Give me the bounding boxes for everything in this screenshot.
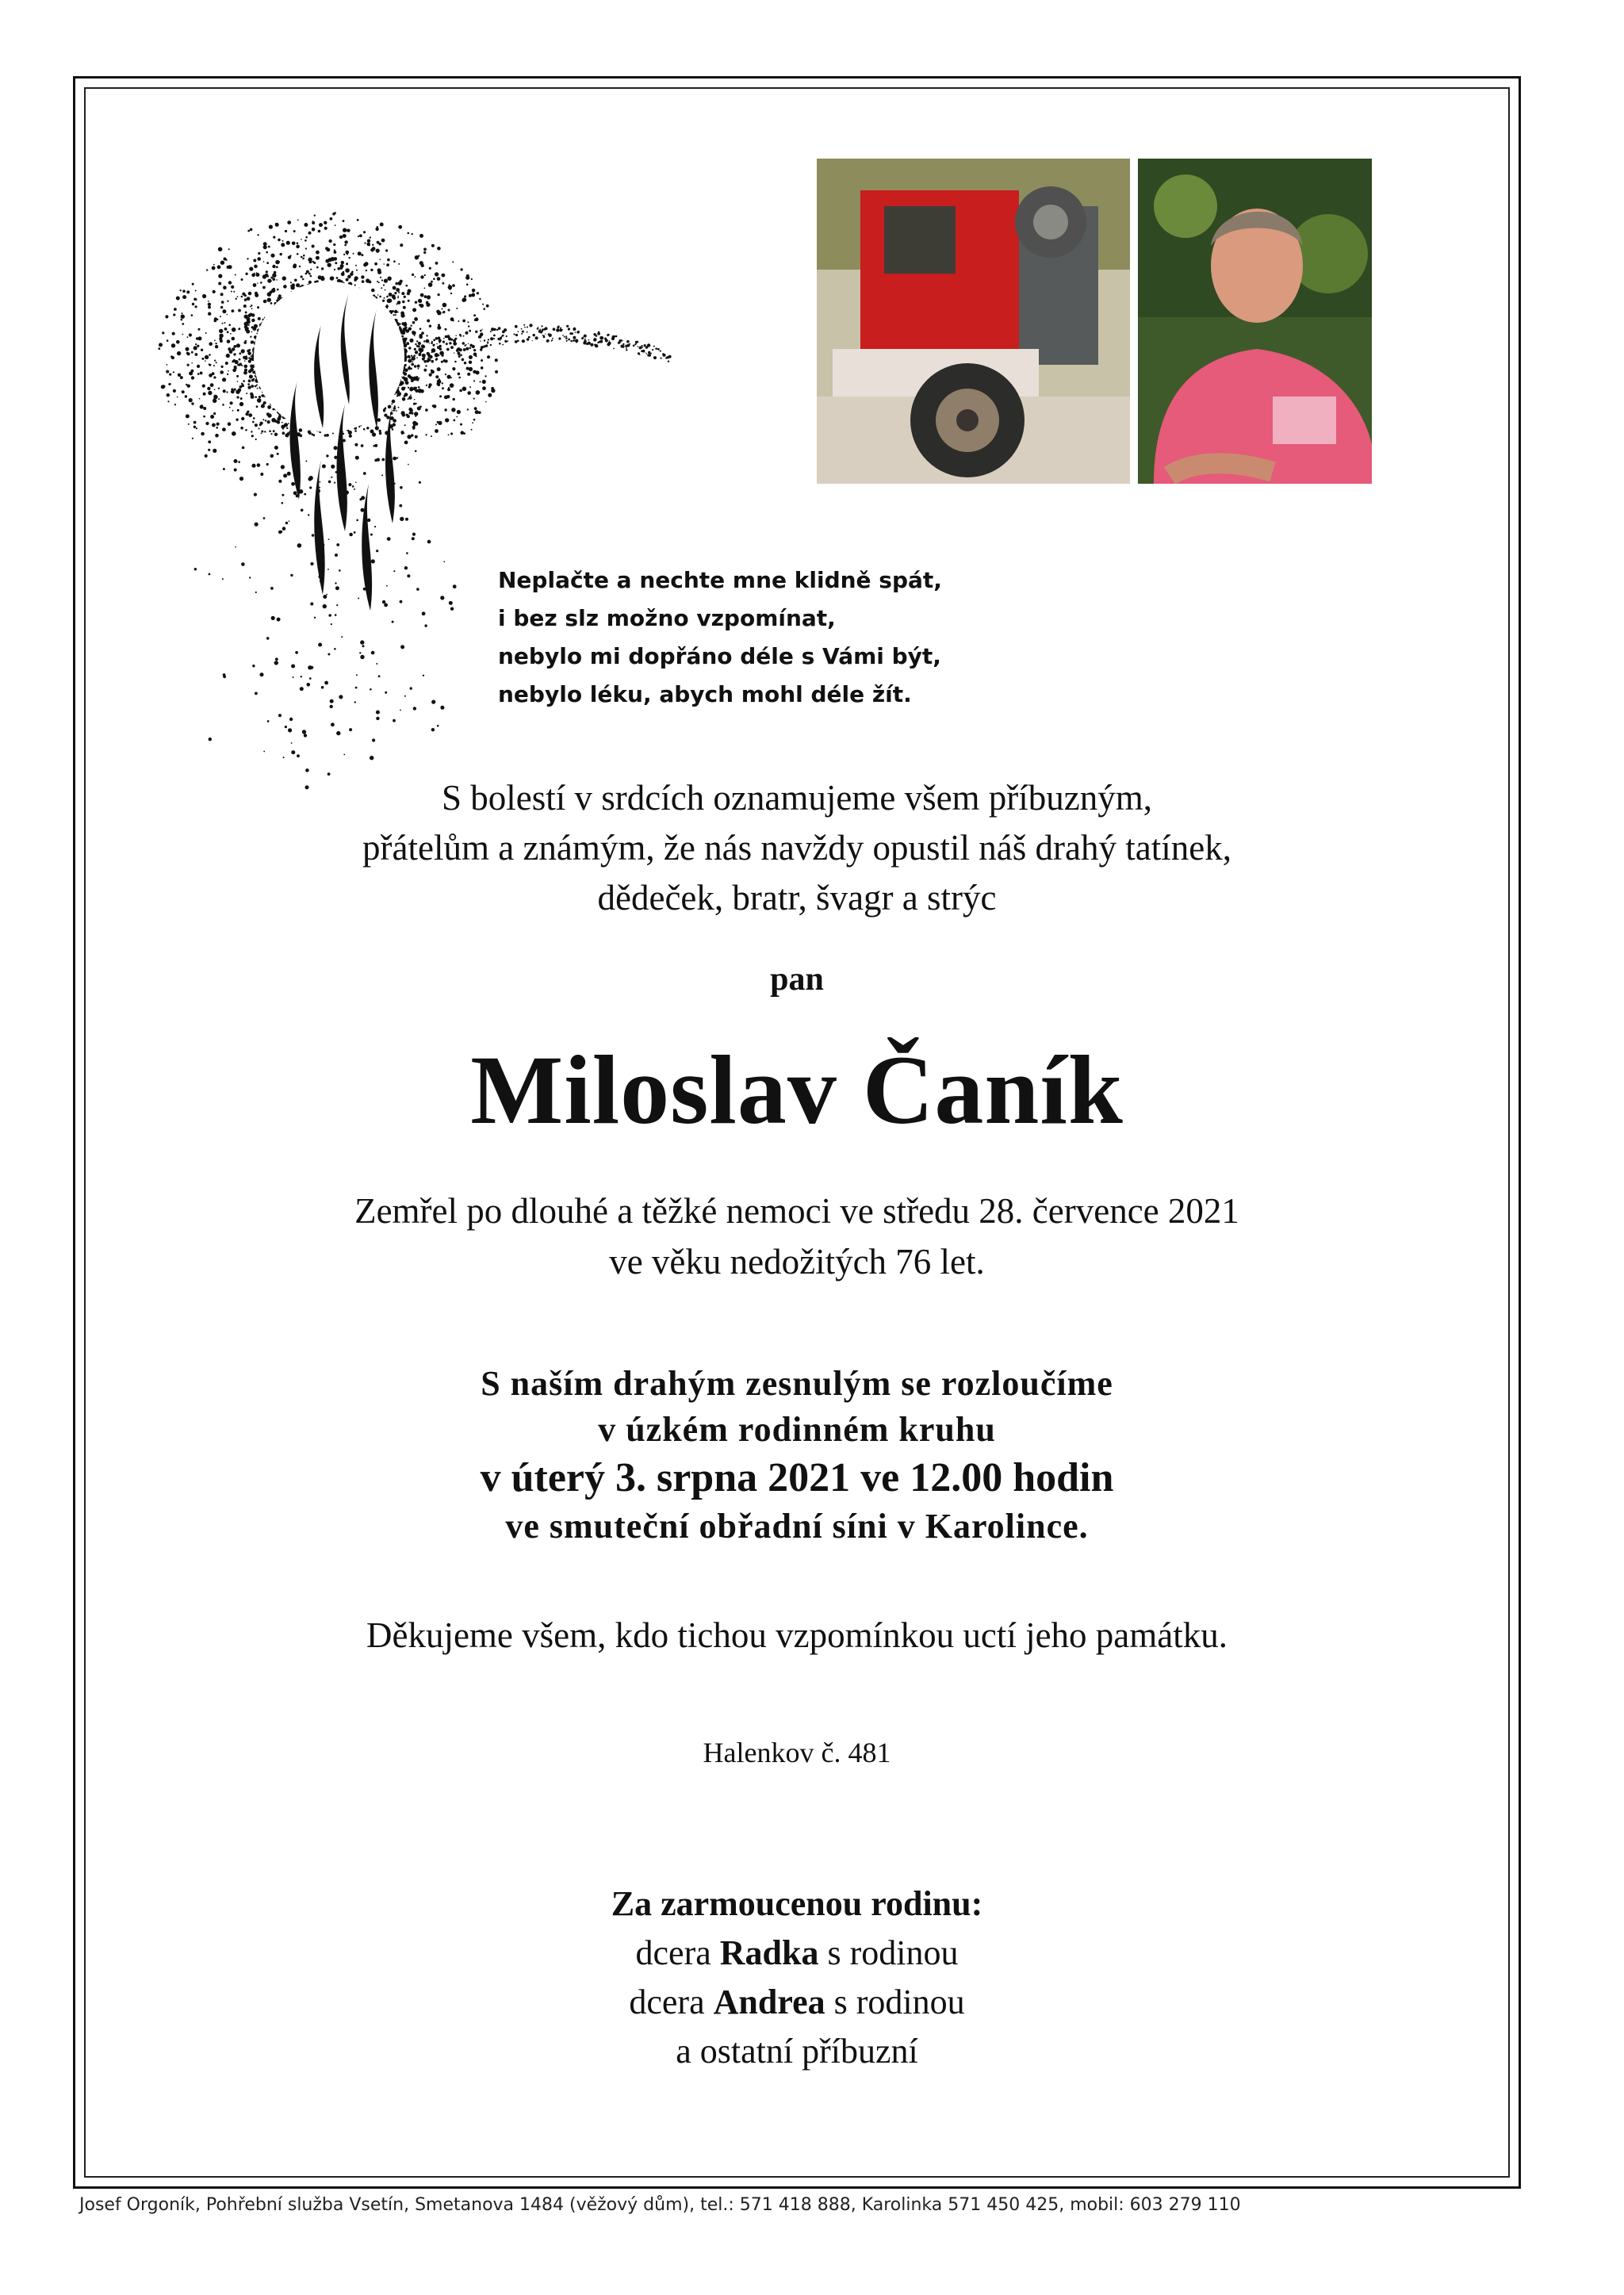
moon-candles-ornament-icon	[155, 198, 678, 817]
farewell-line: v úzkém rodinném kruhu	[598, 1410, 996, 1449]
thanks-text: Děkujeme všem, kdo tichou vzpomínkou uctí jeho památku.	[366, 1615, 1228, 1655]
salutation: pan	[770, 961, 824, 998]
portrait-photo-icon	[1138, 159, 1372, 484]
family-member	[84, 1929, 1510, 1978]
family-member-prefix: dcera	[635, 1933, 720, 1972]
portrait-photo	[1138, 159, 1372, 484]
death-notice	[84, 1186, 1510, 1287]
poem-line: nebylo léku, abych mohl déle žít.	[498, 681, 912, 707]
death-line: ve věku nedožitých 76 let.	[609, 1242, 985, 1282]
farewell-info	[84, 1361, 1510, 1550]
truck-photo-icon	[817, 159, 1130, 484]
family-signature	[84, 1879, 1510, 2076]
announcement-intro	[84, 773, 1510, 923]
family-member-name: Radka	[719, 1933, 819, 1972]
farewell-datetime: v úterý 3. srpna 2021 ve 12.00 hodin	[480, 1455, 1114, 1500]
funeral-service-footer: Josef Orgoník, Pohřební služba Vsetín, Smetanova 1484 (věžový dům), tel.: 571 418 888, Karolinka 571 450 425, mobil: 603 279 110	[79, 2195, 1241, 2215]
family-member	[84, 1978, 1510, 2027]
farewell-line: S naším drahým zesnulým se rozloučíme	[481, 1364, 1113, 1403]
family-member-suffix: s rodinou	[825, 1983, 965, 2021]
poem-line: nebylo mi dopřáno déle s Vámi být,	[498, 643, 941, 669]
farewell-location: ve smuteční obřadní síni v Karolince.	[505, 1507, 1089, 1546]
family-member-suffix: s rodinou	[818, 1933, 959, 1972]
address: Halenkov č. 481	[703, 1737, 891, 1768]
family-member-prefix: dcera	[629, 1983, 714, 2021]
death-line: Zemřel po dlouhé a těžké nemoci ve středu 28. července 2021	[354, 1191, 1239, 1231]
family-others: a ostatní příbuzní	[676, 2032, 918, 2071]
memorial-poem	[498, 561, 1053, 714]
intro-line: přátelům a známým, že nás navždy opustil náš drahý tatínek,	[362, 828, 1231, 868]
poem-line: i bez slz možno vzpomínat,	[498, 605, 836, 631]
family-member-name: Andrea	[713, 1983, 825, 2021]
poem-line: Neplačte a nechte mne klidně spát,	[498, 567, 942, 593]
family-heading: Za zarmoucenou rodinu:	[611, 1884, 983, 1923]
intro-line: dědeček, bratr, švagr a strýc	[597, 878, 997, 918]
intro-line: S bolestí v srdcích oznamujeme všem příbuzným,	[441, 778, 1153, 818]
deceased-name: Miloslav Čaník	[470, 1036, 1124, 1144]
red-truck-photo	[817, 159, 1130, 484]
